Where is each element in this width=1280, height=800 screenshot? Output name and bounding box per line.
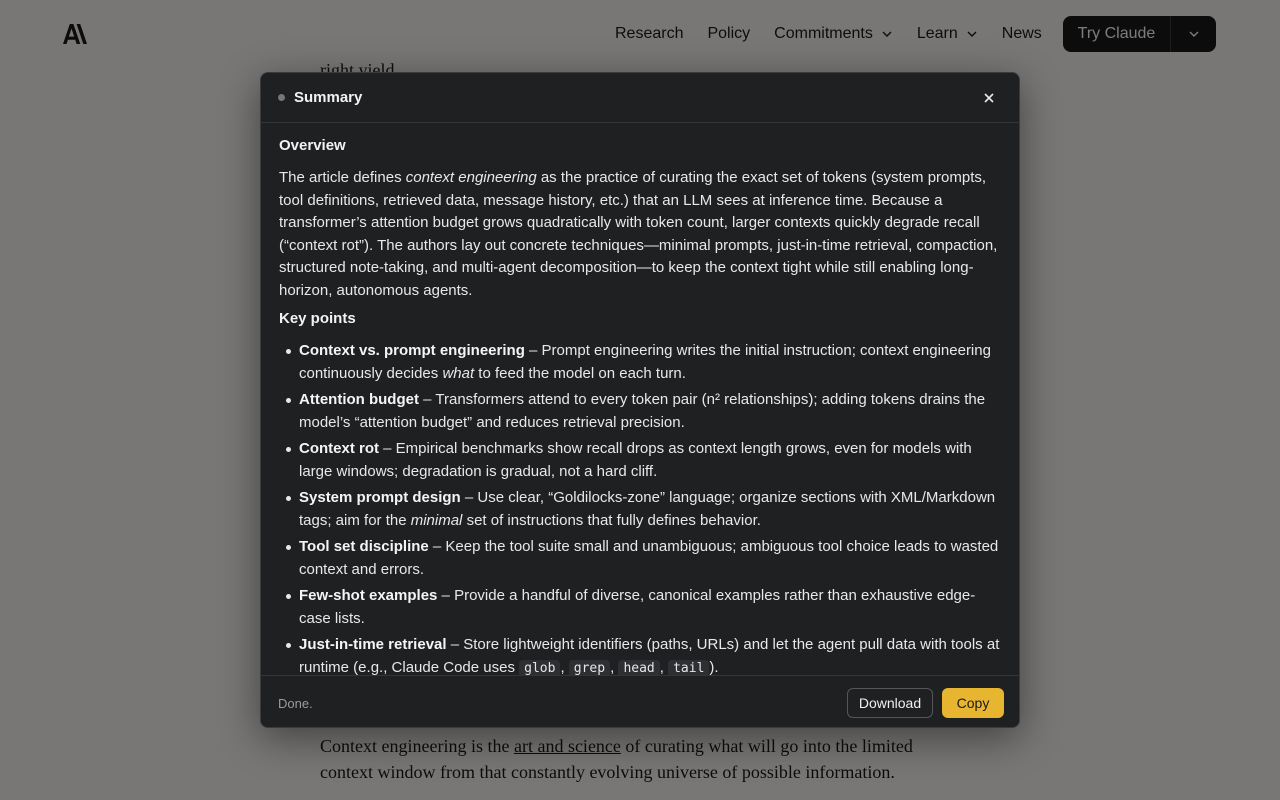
code-tail: tail: [668, 660, 709, 676]
point-title: Tool set discipline: [299, 538, 429, 555]
list-item: [299, 487, 1003, 532]
overview-text: as the practice of curating the exact set of tokens (system prompts, tool definitions, retrieved data, message history, etc.) that an LLM sees at inference time. Because a transformer’s attention budget grows quadratically with token count, larger contexts quickly degrade recall (“context rot”). The authors lay out concrete techniques—minimal prompts, just-in-time retrieval, compaction, structured note-taking, and multi-agent decomposition—to keep the context tight while still enabling long-horizon, autonomous agents.: [279, 169, 998, 299]
point-text: – Provide a handful of diverse, canonical examples rather than exhaustive edge-case lists.: [299, 587, 976, 627]
point-title: Context vs. prompt engineering: [299, 342, 525, 359]
modal-footer: [261, 675, 1020, 728]
code-glob: glob: [519, 660, 560, 676]
point-text: to feed the model on each turn.: [474, 364, 686, 382]
status-text: Done.: [278, 696, 313, 711]
point-title: System prompt design: [299, 489, 461, 506]
overview-emphasis: context engineering: [405, 169, 537, 186]
summary-modal: [260, 72, 1020, 728]
key-points-list: [279, 340, 1003, 675]
code-grep: grep: [569, 660, 610, 676]
separator: ,: [560, 658, 569, 675]
point-emphasis: what: [442, 364, 475, 382]
code-head: head: [618, 660, 659, 676]
point-text: – Use clear, “Goldilocks-zone” language; organize sections with XML/Markdown tags; aim for the: [299, 489, 996, 529]
separator: ,: [659, 658, 669, 675]
point-text: ).: [709, 658, 719, 675]
list-item: [299, 536, 1003, 581]
point-text: – Empirical benchmarks show recall drops as context length grows, even for models with large windows; degradation is gradual, not a hard cliff.: [299, 440, 972, 480]
list-item: [299, 634, 1003, 675]
modal-header: [261, 73, 1019, 123]
separator: ,: [610, 658, 619, 675]
close-button[interactable]: [979, 88, 999, 108]
overview-heading: Overview: [279, 137, 346, 154]
list-item: [299, 340, 1003, 385]
modal-body[interactable]: [261, 123, 1020, 675]
point-title: Just-in-time retrieval: [299, 636, 447, 653]
list-item: [299, 585, 1003, 630]
point-text: set of instructions that fully defines behavior.: [462, 511, 761, 529]
copy-button[interactable]: Copy: [942, 688, 1004, 718]
close-icon: [984, 93, 994, 103]
key-points-heading: Key points: [279, 310, 356, 327]
point-text: – Transformers attend to every token pair (n² relationships); adding tokens drains the model’s “attention budget” and reduces retrieval precision.: [299, 391, 986, 431]
overview-text: The article defines: [279, 169, 406, 186]
point-title: Few-shot examples: [299, 587, 438, 604]
point-text: – Store lightweight identifiers (paths, URLs) and let the agent pull data with tools at runtime (e.g., Claude Code uses: [299, 636, 1000, 675]
overview-paragraph: [279, 167, 1003, 302]
modal-title: Summary: [294, 89, 363, 106]
point-text: – Keep the tool suite small and unambiguous; ambiguous tool choice leads to wasted context and errors.: [299, 538, 999, 578]
download-button[interactable]: Download: [847, 688, 933, 718]
list-item: [299, 438, 1003, 483]
list-item: [299, 389, 1003, 434]
point-title: Context rot: [299, 440, 379, 457]
point-title: Attention budget: [299, 391, 419, 408]
point-text: – Prompt engineering writes the initial instruction; context engineering continuously decides: [299, 342, 991, 382]
point-emphasis: minimal: [410, 511, 463, 529]
status-dot: [278, 94, 285, 101]
